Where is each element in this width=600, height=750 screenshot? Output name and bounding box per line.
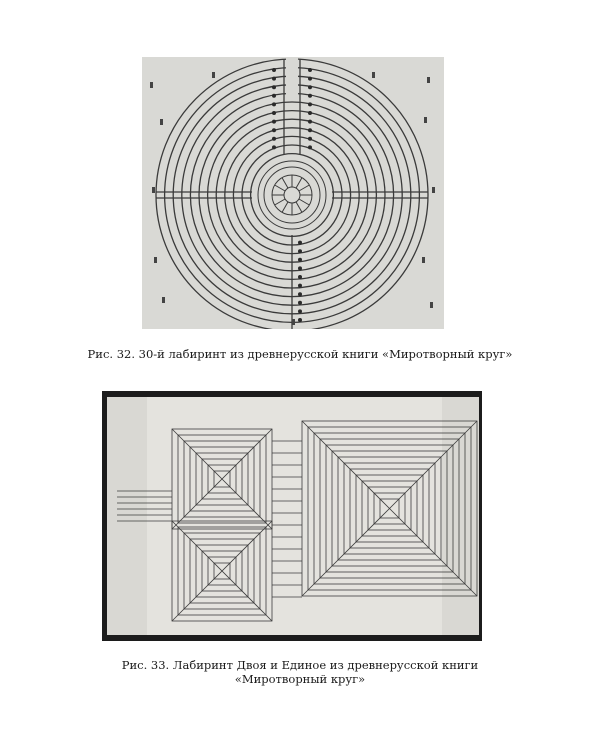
- figure-33-caption: [40, 658, 560, 686]
- figure-32-caption: [40, 347, 560, 361]
- circular-labyrinth-drawing: [142, 57, 444, 329]
- figure-circular-labyrinth: [142, 57, 444, 329]
- caption-line: Рис. 32. 30-й лабиринт из древнерусской книги «Миротворный круг»: [87, 347, 513, 361]
- rectangular-labyrinth-drawing: [102, 391, 482, 641]
- caption-line: Рис. 33. Лабиринт Двоя и Единое из древнерусской книги: [121, 658, 479, 672]
- figure-rectangular-labyrinth: [102, 391, 482, 641]
- caption-line: «Миротворный круг»: [234, 672, 366, 686]
